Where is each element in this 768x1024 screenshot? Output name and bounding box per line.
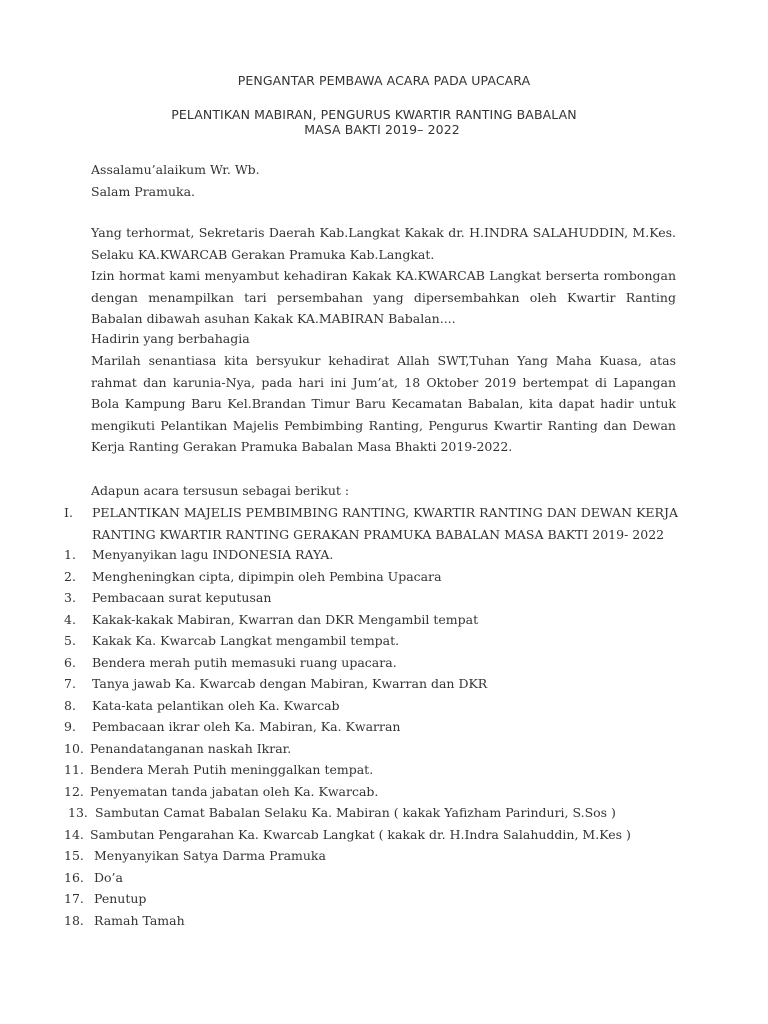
agenda-intro: Adapun acara tersusun sebagai berikut :	[91, 483, 350, 498]
audience-greeting: Hadirin yang berbahagia	[91, 331, 250, 346]
document-title: PENGANTAR PEMBAWA ACARA PADA UPACARA	[237, 73, 531, 88]
document-period: MASA BAKTI 2019– 2022	[304, 122, 460, 137]
greeting-salam: Assalamu’alaikum Wr. Wb.	[91, 162, 260, 177]
agenda-item-text: Ramah Tamah	[94, 912, 185, 928]
section-title-line1: PELANTIKAN MAJELIS PEMBIMBING RANTING, KWARTIR RANTING DAN DEWAN KERJA	[92, 505, 678, 520]
paragraph-welcome: Izin hormat kami menyambut kehadiran Kakak KA.KWARCAB Langkat berserta rombongan dengan menampilkan tari persembahan yang dipersembahkan oleh Kwartir Ranting Babalan dibawah asuhan Kakak KA.MABIRAN Babalan....	[91, 268, 676, 327]
agenda-item-number: 1.	[64, 547, 76, 562]
agenda-item-number: 8.	[64, 697, 76, 713]
section-title-line2: RANTING KWARTIR RANTING GERAKAN PRAMUKA BABALAN MASA BAKTI 2019- 2022	[92, 527, 665, 542]
agenda-item-number: 13.	[68, 805, 88, 820]
agenda-item-number: 9.	[64, 719, 76, 734]
agenda-item-text: Tanya jawab Ka. Kwarcab dengan Mabiran, Kwarran dan DKR	[92, 676, 488, 691]
agenda-item-text: Sambutan Pengarahan Ka. Kwarcab Langkat ( kakak dr. H.Indra Salahuddin, M.Kes )	[90, 826, 631, 842]
greeting-pramuka: Salam Pramuka.	[91, 184, 196, 199]
paragraph-honor: Yang terhormat, Sekretaris Daerah Kab.Langkat Kakak dr. H.INDRA SALAHUDDIN, M.Kes. Selaku KA.KWARCAB Gerakan Pramuka Kab.Langkat.	[91, 225, 676, 262]
agenda-item-text: Bendera Merah Putih meninggalkan tempat.	[90, 762, 374, 777]
agenda-item-number: 7.	[64, 676, 76, 691]
document-subtitle: PELANTIKAN MABIRAN, PENGURUS KWARTIR RANTING BABALAN	[171, 107, 577, 122]
agenda-item-text: Penutup	[94, 891, 147, 906]
agenda-item-text: Kakak-kakak Mabiran, Kwarran dan DKR Mengambil tempat	[92, 611, 479, 627]
agenda-item-number: 16.	[64, 869, 84, 885]
section-numeral: I.	[64, 505, 73, 520]
agenda-item-number: 5.	[64, 633, 76, 648]
agenda-item-number: 11.	[64, 762, 84, 777]
agenda-item-number: 4.	[64, 611, 76, 627]
agenda-item-number: 14.	[64, 826, 84, 842]
agenda-item-text: Bendera merah putih memasuki ruang upacara.	[92, 654, 397, 670]
agenda-item-text: Kakak Ka. Kwarcab Langkat mengambil tempat.	[92, 633, 400, 648]
agenda-item-text: Kata-kata pelantikan oleh Ka. Kwarcab	[92, 697, 340, 713]
agenda-item-text: Penandatanganan naskah Ikrar.	[90, 740, 292, 756]
agenda-item-text: Mengheningkan cipta, dipimpin oleh Pembina Upacara	[92, 568, 442, 584]
paragraph-gratitude: Marilah senantiasa kita bersyukur kehadirat Allah SWT,Tuhan Yang Maha Kuasa, atas rahmat dan karunia-Nya, pada hari ini Jum’at, 18 Oktober 2019 bertempat di Lapangan Bola Kampung Baru Kel.Brandan Timur Baru Kecamatan Babalan, kita dapat hadir untuk mengikuti Pelantikan Majelis Pembimbing Ranting, Pengurus Kwartir Ranting dan Dewan Kerja Ranting Gerakan Pramuka Babalan Masa Bhakti 2019-2022.	[91, 353, 676, 455]
agenda-item-number: 18.	[64, 912, 84, 928]
agenda-item-text: Menyanyikan lagu INDONESIA RAYA.	[92, 547, 334, 562]
agenda-item-number: 15.	[64, 848, 84, 863]
agenda-item-number: 10.	[64, 740, 84, 756]
agenda-item-number: 17.	[64, 891, 84, 906]
agenda-item-text: Sambutan Camat Babalan Selaku Ka. Mabiran ( kakak Yafizham Parinduri, S.Sos )	[95, 805, 616, 820]
agenda-item-number: 2.	[64, 568, 76, 584]
agenda-item-text: Pembacaan ikrar oleh Ka. Mabiran, Ka. Kwarran	[92, 719, 401, 734]
agenda-item-number: 12.	[64, 783, 84, 799]
agenda-item-text: Pembacaan surat keputusan	[92, 590, 272, 605]
agenda-item-number: 3.	[64, 590, 76, 605]
agenda-item-text: Menyanyikan Satya Darma Pramuka	[94, 848, 326, 863]
agenda-item-text: Do’a	[94, 869, 123, 885]
agenda-item-text: Penyematan tanda jabatan oleh Ka. Kwarcab.	[90, 783, 379, 799]
agenda-item-number: 6.	[64, 654, 76, 670]
